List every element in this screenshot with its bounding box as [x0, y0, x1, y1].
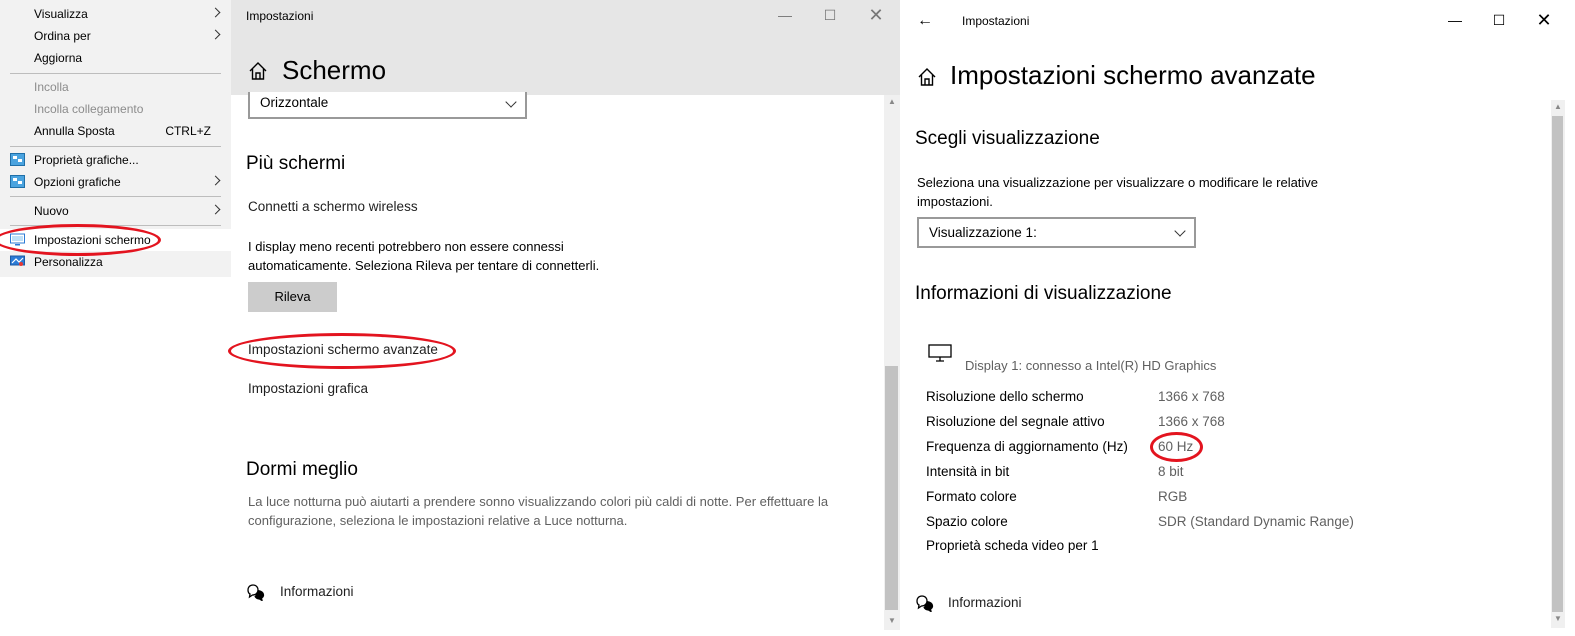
chevron-right-icon: [211, 8, 221, 18]
description-line: Seleziona una visualizzazione per visualizzare o modificare le relative: [917, 175, 1319, 190]
orientation-dropdown[interactable]: [248, 92, 527, 119]
maximize-button[interactable]: ☐: [823, 7, 837, 23]
menu-item-label: Visualizza: [34, 7, 88, 21]
scroll-up-icon[interactable]: ▲: [888, 97, 896, 106]
menu-item-opzioni-grafiche[interactable]: [0, 171, 231, 193]
window-header: [231, 0, 900, 95]
menu-separator: [10, 225, 221, 226]
advanced-display-settings-link[interactable]: Impostazioni schermo avanzate: [248, 342, 438, 357]
chevron-down-icon: [1174, 225, 1185, 236]
description-line: La luce notturna può aiutarti a prendere sonno visualizzando colori più caldi di notte. Per effettuare la: [248, 494, 829, 509]
context-menu: [0, 0, 231, 277]
home-icon[interactable]: [917, 67, 937, 87]
section-title-multi-screens: Più schermi: [246, 153, 346, 174]
menu-item-impostazioni-schermo[interactable]: [0, 229, 231, 251]
settings-window-advanced-display: [900, 0, 1575, 636]
adapter-properties-link[interactable]: Proprietà scheda video per 1: [926, 538, 1099, 553]
info-row-value: 8 bit: [1158, 464, 1184, 479]
intel-graphics-icon: [10, 153, 25, 166]
info-row-value: RGB: [1158, 489, 1188, 504]
chevron-down-icon: [505, 96, 516, 107]
menu-item-visualizza[interactable]: [0, 3, 231, 25]
info-row-value: 1366 x 768: [1158, 389, 1225, 404]
section-title-display-info: Informazioni di visualizzazione: [915, 283, 1172, 304]
menu-separator: [10, 196, 221, 197]
info-row-label: Formato colore: [926, 489, 1017, 504]
close-button[interactable]: ✕: [868, 5, 884, 25]
help-chat-icon: [916, 595, 934, 612]
menu-item-label: Opzioni grafiche: [34, 175, 121, 189]
menu-item-proprieta-grafiche[interactable]: [0, 149, 231, 171]
menu-separator: [10, 146, 221, 147]
info-row-label: Risoluzione del segnale attivo: [926, 414, 1105, 429]
night-light-description: [248, 492, 883, 530]
info-link[interactable]: Informazioni: [948, 595, 1022, 610]
description-line: impostazioni.: [917, 194, 993, 209]
info-link[interactable]: Informazioni: [280, 584, 354, 599]
monitor-icon: [928, 344, 952, 362]
dropdown-value: Orizzontale: [260, 95, 329, 110]
graphics-settings-link[interactable]: Impostazioni grafica: [248, 381, 369, 396]
menu-item-personalizza[interactable]: [0, 251, 231, 273]
menu-item-label: Ordina per: [34, 29, 91, 43]
help-chat-icon: [247, 584, 265, 601]
shortcut-label: CTRL+Z: [165, 124, 211, 138]
info-row-label: Risoluzione dello schermo: [926, 389, 1084, 404]
detect-button[interactable]: Rileva: [248, 282, 337, 312]
menu-item-nuovo[interactable]: [0, 200, 231, 222]
chevron-right-icon: [211, 30, 221, 40]
page-title: Schermo: [282, 55, 387, 85]
back-arrow-icon[interactable]: ←: [917, 12, 933, 29]
info-row-value: 1366 x 768: [1158, 414, 1225, 429]
menu-item-label: Impostazioni schermo: [34, 233, 151, 247]
scroll-up-icon[interactable]: ▲: [1554, 102, 1562, 111]
menu-item-incolla-collegamento[interactable]: [0, 98, 231, 120]
display-connection-text: Display 1: connesso a Intel(R) HD Graphics: [965, 358, 1217, 373]
scroll-down-icon[interactable]: ▼: [888, 616, 896, 625]
display-select-dropdown[interactable]: [917, 217, 1196, 248]
display-settings-icon: [10, 233, 25, 246]
menu-item-label: Incolla collegamento: [34, 102, 144, 116]
detect-description: [248, 237, 808, 275]
info-row-label: Spazio colore: [926, 514, 1008, 529]
window-title: Impostazioni: [962, 14, 1030, 28]
menu-item-label: Aggiorna: [34, 51, 83, 65]
menu-item-incolla[interactable]: [0, 76, 231, 98]
minimize-button[interactable]: —: [778, 7, 792, 23]
window-title: Impostazioni: [246, 9, 314, 23]
menu-item-label: Personalizza: [34, 255, 103, 269]
menu-item-aggiorna[interactable]: [0, 47, 231, 69]
wireless-display-link[interactable]: Connetti a schermo wireless: [248, 199, 418, 214]
scroll-down-icon[interactable]: ▼: [1554, 614, 1562, 623]
chevron-right-icon: [211, 205, 221, 215]
section-title-choose-display: Scegli visualizzazione: [915, 128, 1100, 149]
description-line: configurazione, seleziona le impostazioni relative a Luce notturna.: [248, 513, 628, 528]
dropdown-value: Visualizzazione 1:: [929, 225, 1037, 240]
menu-item-label: Nuovo: [34, 204, 69, 218]
close-button[interactable]: ✕: [1536, 10, 1552, 30]
description-line: automaticamente. Seleziona Rileva per tentare di connetterli.: [248, 258, 600, 273]
info-row-label: Intensità in bit: [926, 464, 1010, 479]
section-title-sleep: Dormi meglio: [246, 459, 358, 480]
menu-item-ordina-per[interactable]: [0, 25, 231, 47]
description-line: I display meno recenti potrebbero non essere connessi: [248, 239, 564, 254]
chevron-right-icon: [211, 176, 221, 186]
intel-graphics-icon: [10, 175, 25, 188]
page-title: Impostazioni schermo avanzate: [950, 60, 1316, 90]
menu-item-label: Proprietà grafiche...: [34, 153, 139, 167]
info-row-label: Frequenza di aggiornamento (Hz): [926, 439, 1128, 454]
menu-item-annulla-sposta[interactable]: [0, 120, 231, 142]
home-icon[interactable]: [248, 61, 268, 81]
menu-item-label: Annulla Sposta: [34, 124, 115, 138]
minimize-button[interactable]: —: [1448, 12, 1462, 28]
menu-item-label: Incolla: [34, 80, 69, 94]
info-row-value: SDR (Standard Dynamic Range): [1158, 514, 1354, 529]
choose-display-description: [917, 173, 1367, 211]
refresh-rate-value: 60 Hz: [1158, 439, 1194, 454]
personalize-icon: [10, 255, 25, 268]
menu-separator: [10, 73, 221, 74]
settings-window-display: [231, 0, 900, 636]
scrollbar-thumb[interactable]: [1552, 116, 1563, 612]
scrollbar-thumb[interactable]: [885, 366, 898, 610]
maximize-button[interactable]: ☐: [1492, 12, 1506, 28]
